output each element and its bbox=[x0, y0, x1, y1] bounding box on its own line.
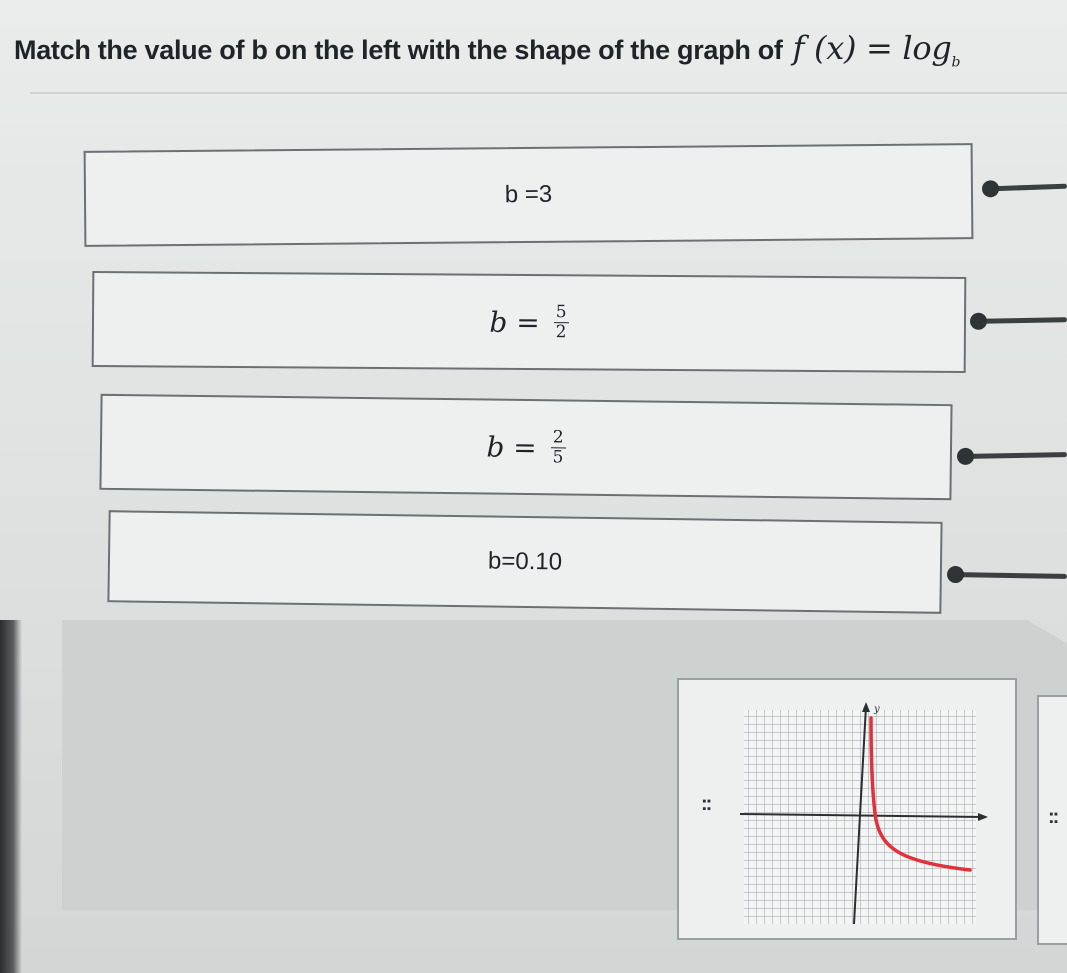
match-label: b=0.10 bbox=[487, 547, 563, 576]
prompt-text: Match the value of b on the left with the shape of the graph of bbox=[14, 34, 783, 65]
connector-handle[interactable] bbox=[947, 566, 964, 583]
y-axis-arrow bbox=[862, 702, 870, 712]
match-connector[interactable] bbox=[955, 572, 1067, 579]
connector-handle[interactable] bbox=[957, 448, 974, 465]
fraction bbox=[550, 428, 565, 467]
prompt-formula bbox=[793, 29, 961, 70]
fraction-denominator: 5 bbox=[552, 446, 564, 467]
match-label: b = bbox=[489, 305, 540, 339]
match-target-b-0-10[interactable] bbox=[107, 510, 942, 614]
fraction-numerator: 5 bbox=[554, 303, 569, 323]
match-target-b-2-5[interactable] bbox=[99, 394, 952, 500]
question-prompt bbox=[14, 22, 1067, 78]
drag-handle-icon[interactable]: :: bbox=[701, 793, 711, 815]
x-axis-arrow bbox=[978, 813, 988, 821]
prompt-formula-subscript: b bbox=[951, 54, 961, 71]
match-label: b = bbox=[486, 430, 537, 464]
fraction-denominator: 2 bbox=[555, 321, 567, 342]
fraction bbox=[554, 303, 569, 341]
connector-handle[interactable] bbox=[982, 180, 1000, 198]
match-label: b =3 bbox=[504, 180, 553, 209]
y-axis-label: y bbox=[874, 704, 880, 715]
background-edge bbox=[0, 620, 22, 973]
log-graph bbox=[740, 700, 990, 930]
match-connector[interactable] bbox=[965, 452, 1067, 459]
divider bbox=[30, 92, 1067, 94]
drag-handle-icon[interactable]: :: bbox=[1048, 806, 1058, 828]
match-connector[interactable] bbox=[978, 317, 1067, 324]
match-target-b-3[interactable] bbox=[84, 143, 974, 247]
match-target-b-5-2[interactable] bbox=[92, 271, 967, 373]
match-connector[interactable] bbox=[990, 184, 1067, 192]
connector-handle[interactable] bbox=[970, 313, 987, 330]
prompt-formula-main: f (x) = log bbox=[792, 29, 952, 68]
fraction-numerator: 2 bbox=[551, 428, 566, 448]
